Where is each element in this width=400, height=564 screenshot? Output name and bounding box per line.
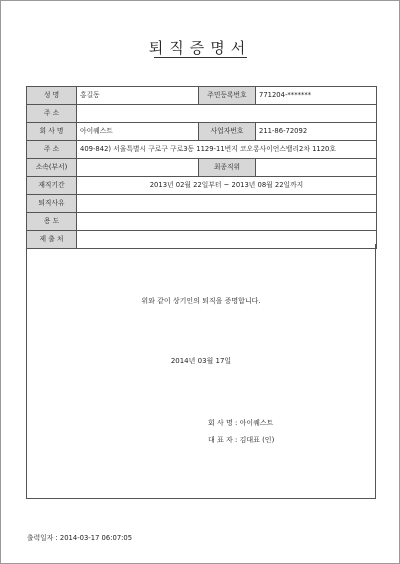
signature-ceo-value: 김대표 (인) [239,436,275,444]
submit-to-label: 제 출 처 [27,231,77,249]
position-label: 최종직위 [199,159,256,177]
company-value: 아이퀘스트 [77,123,199,141]
reason-label: 퇴직사유 [27,195,77,213]
row-period [27,177,377,195]
reason-value [77,195,377,213]
row-company [27,123,377,141]
bizno-label: 사업자번호 [199,123,256,141]
signature-ceo-line [208,435,274,445]
company-label: 회 사 명 [27,123,77,141]
row-dept [27,159,377,177]
period-value: 2013년 02월 22일부터 ~ 2013년 08월 22일까지 [77,177,377,195]
row-reason [27,195,377,213]
certificate-form-table [26,86,377,249]
period-label: 재직기간 [27,177,77,195]
position-value [256,159,377,177]
row-address [27,105,377,123]
bizno-value: 211-86-72092 [256,123,377,141]
row-name [27,87,377,105]
address-value [77,105,377,123]
certification-statement: 위와 같이 상기인의 퇴직을 증명합니다. [141,297,261,305]
company-address-value: 409-842) 서울특별시 구로구 구로3동 1129-11번지 코오롱사이언스밸리2차 1120호 [77,141,377,159]
issue-date: 2014년 03월 17일 [170,357,232,365]
row-usage [27,213,377,231]
rrn-value: 771204-******* [256,87,377,105]
address-label: 주 소 [27,105,77,123]
name-label: 성 명 [27,87,77,105]
row-company-address [27,141,377,159]
signature-company-value: 아이퀘스트 [239,419,274,427]
signature-ceo-label: 대 표 자 : [208,436,238,444]
rrn-label: 주민등록번호 [199,87,256,105]
usage-value [77,213,377,231]
name-value: 홍길동 [77,87,199,105]
document-title: 퇴직증명서 [148,39,252,57]
print-timestamp-label: 출력일자 : [27,534,58,542]
usage-label: 용 도 [27,213,77,231]
company-address-label: 주 소 [27,141,77,159]
certificate-body [26,244,376,499]
print-timestamp [27,532,132,542]
title-underline [154,57,247,58]
dept-label: 소속(부서) [27,159,77,177]
signature-company-label: 회 사 명 : [208,419,238,427]
dept-value [77,159,199,177]
signature-company-line [208,418,273,428]
print-timestamp-value: 2014-03-17 06:07:05 [59,534,133,542]
